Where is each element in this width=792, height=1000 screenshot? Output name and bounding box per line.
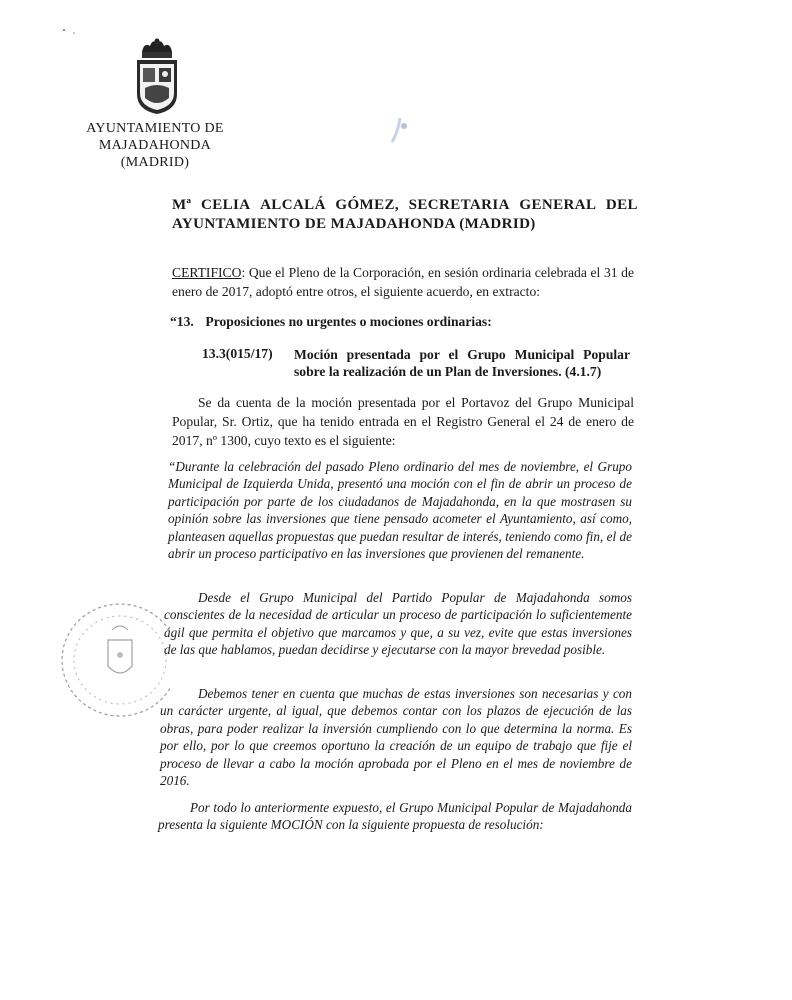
header-line-1: AYUNTAMIENTO DE bbox=[86, 121, 224, 136]
title-word: ALCALÁ bbox=[260, 197, 326, 213]
certifico-label: CERTIFICO bbox=[172, 265, 242, 280]
title-word: GÓMEZ, bbox=[335, 197, 400, 213]
coat-of-arms-icon bbox=[134, 38, 180, 116]
title-word: GENERAL bbox=[519, 197, 597, 213]
title-line-1 bbox=[172, 196, 638, 215]
title-word: CELIA bbox=[201, 197, 251, 213]
item-title: Moción presentada por el Grupo Municipal Popular sobre la realización de un Plan de Inversiones. (4.1.7) bbox=[294, 347, 630, 379]
document-title bbox=[172, 196, 638, 234]
motion-paragraph-4: Por todo lo anteriormente expuesto, el Grupo Municipal Popular de Majadahonda presenta la siguiente MOCIÓN con la siguiente propuesta de resolución: bbox=[158, 800, 632, 833]
title-word: DEL bbox=[605, 197, 638, 213]
header-line-2: MAJADAHONDA bbox=[98, 138, 212, 153]
faint-mark bbox=[388, 112, 412, 148]
motion-paragraph-3: Debemos tener en cuenta que muchas de estas inversiones son necesarias y con un carácter urgente, al igual, que debemos contar con los plazos de ejecución de las obras, para poder realizar la inversión cumpliendo con lo que determina la norma. Es por ello, por lo que creemos oportuno la creación de un equipo de trabajo que fije el proceso de llevar a cabo la moción aprobada por el Pleno en el mes de noviembre de 2016. bbox=[160, 686, 632, 789]
title-word: SECRETARIA bbox=[408, 197, 510, 213]
motion-paragraph-1: “Durante la celebración del pasado Pleno ordinario del mes de noviembre, el Grupo Municipal de Izquierda Unida, presentó una moción con el fin de abrir un proceso de participación por parte de los ciudadanos de Majadahonda, en la que mostrasen su opinión sobre las inversiones que tiene pensado acometer el Ayuntamiento, así como, planteasen aquellas propuestas que puedan resultar de interés, teniendo como fin, el de abrir un proceso participativo en las inversiones que provienen del remanente. bbox=[168, 459, 632, 562]
header-line-3: (MADRID) bbox=[120, 155, 190, 170]
section-title: Proposiciones no urgentes o mociones ordinarias: bbox=[205, 314, 492, 329]
certifico-text: : Que el Pleno de la Corporación, en sesión ordinaria celebrada el 31 de enero de 2017, adoptó entre otros, el siguiente acuerdo, en extracto: bbox=[172, 265, 634, 299]
motion-paragraph-2: Desde el Grupo Municipal del Partido Popular de Majadahonda somos conscientes de la necesidad de articular un proceso de participación lo suficientemente ágil que permita el objetivo que marcamos y que, a su vez, evite que estas inversiones de las que hablamos, puedan decidirse y ejecutarse con la mayor brevedad posible. bbox=[164, 590, 632, 658]
official-seal-icon bbox=[20, 600, 170, 720]
intro-paragraph: Se da cuenta de la moción presentada por el Portavoz del Grupo Municipal Popular, Sr. Ortiz, que ha tenido entrada en el Registro General el 24 de enero de 2017, nº 1300, cuyo texto es el siguiente: bbox=[172, 395, 634, 448]
title-line-2: AYUNTAMIENTO DE MAJADAHONDA (MADRID) bbox=[172, 216, 536, 232]
municipality-header bbox=[80, 120, 230, 171]
scan-speck bbox=[60, 24, 90, 36]
section-heading bbox=[170, 314, 630, 330]
section-number: “13. bbox=[170, 314, 194, 329]
title-word: Mª bbox=[172, 197, 192, 213]
certifico-paragraph bbox=[172, 263, 634, 301]
item-number: 13.3(015/17) bbox=[202, 346, 273, 361]
